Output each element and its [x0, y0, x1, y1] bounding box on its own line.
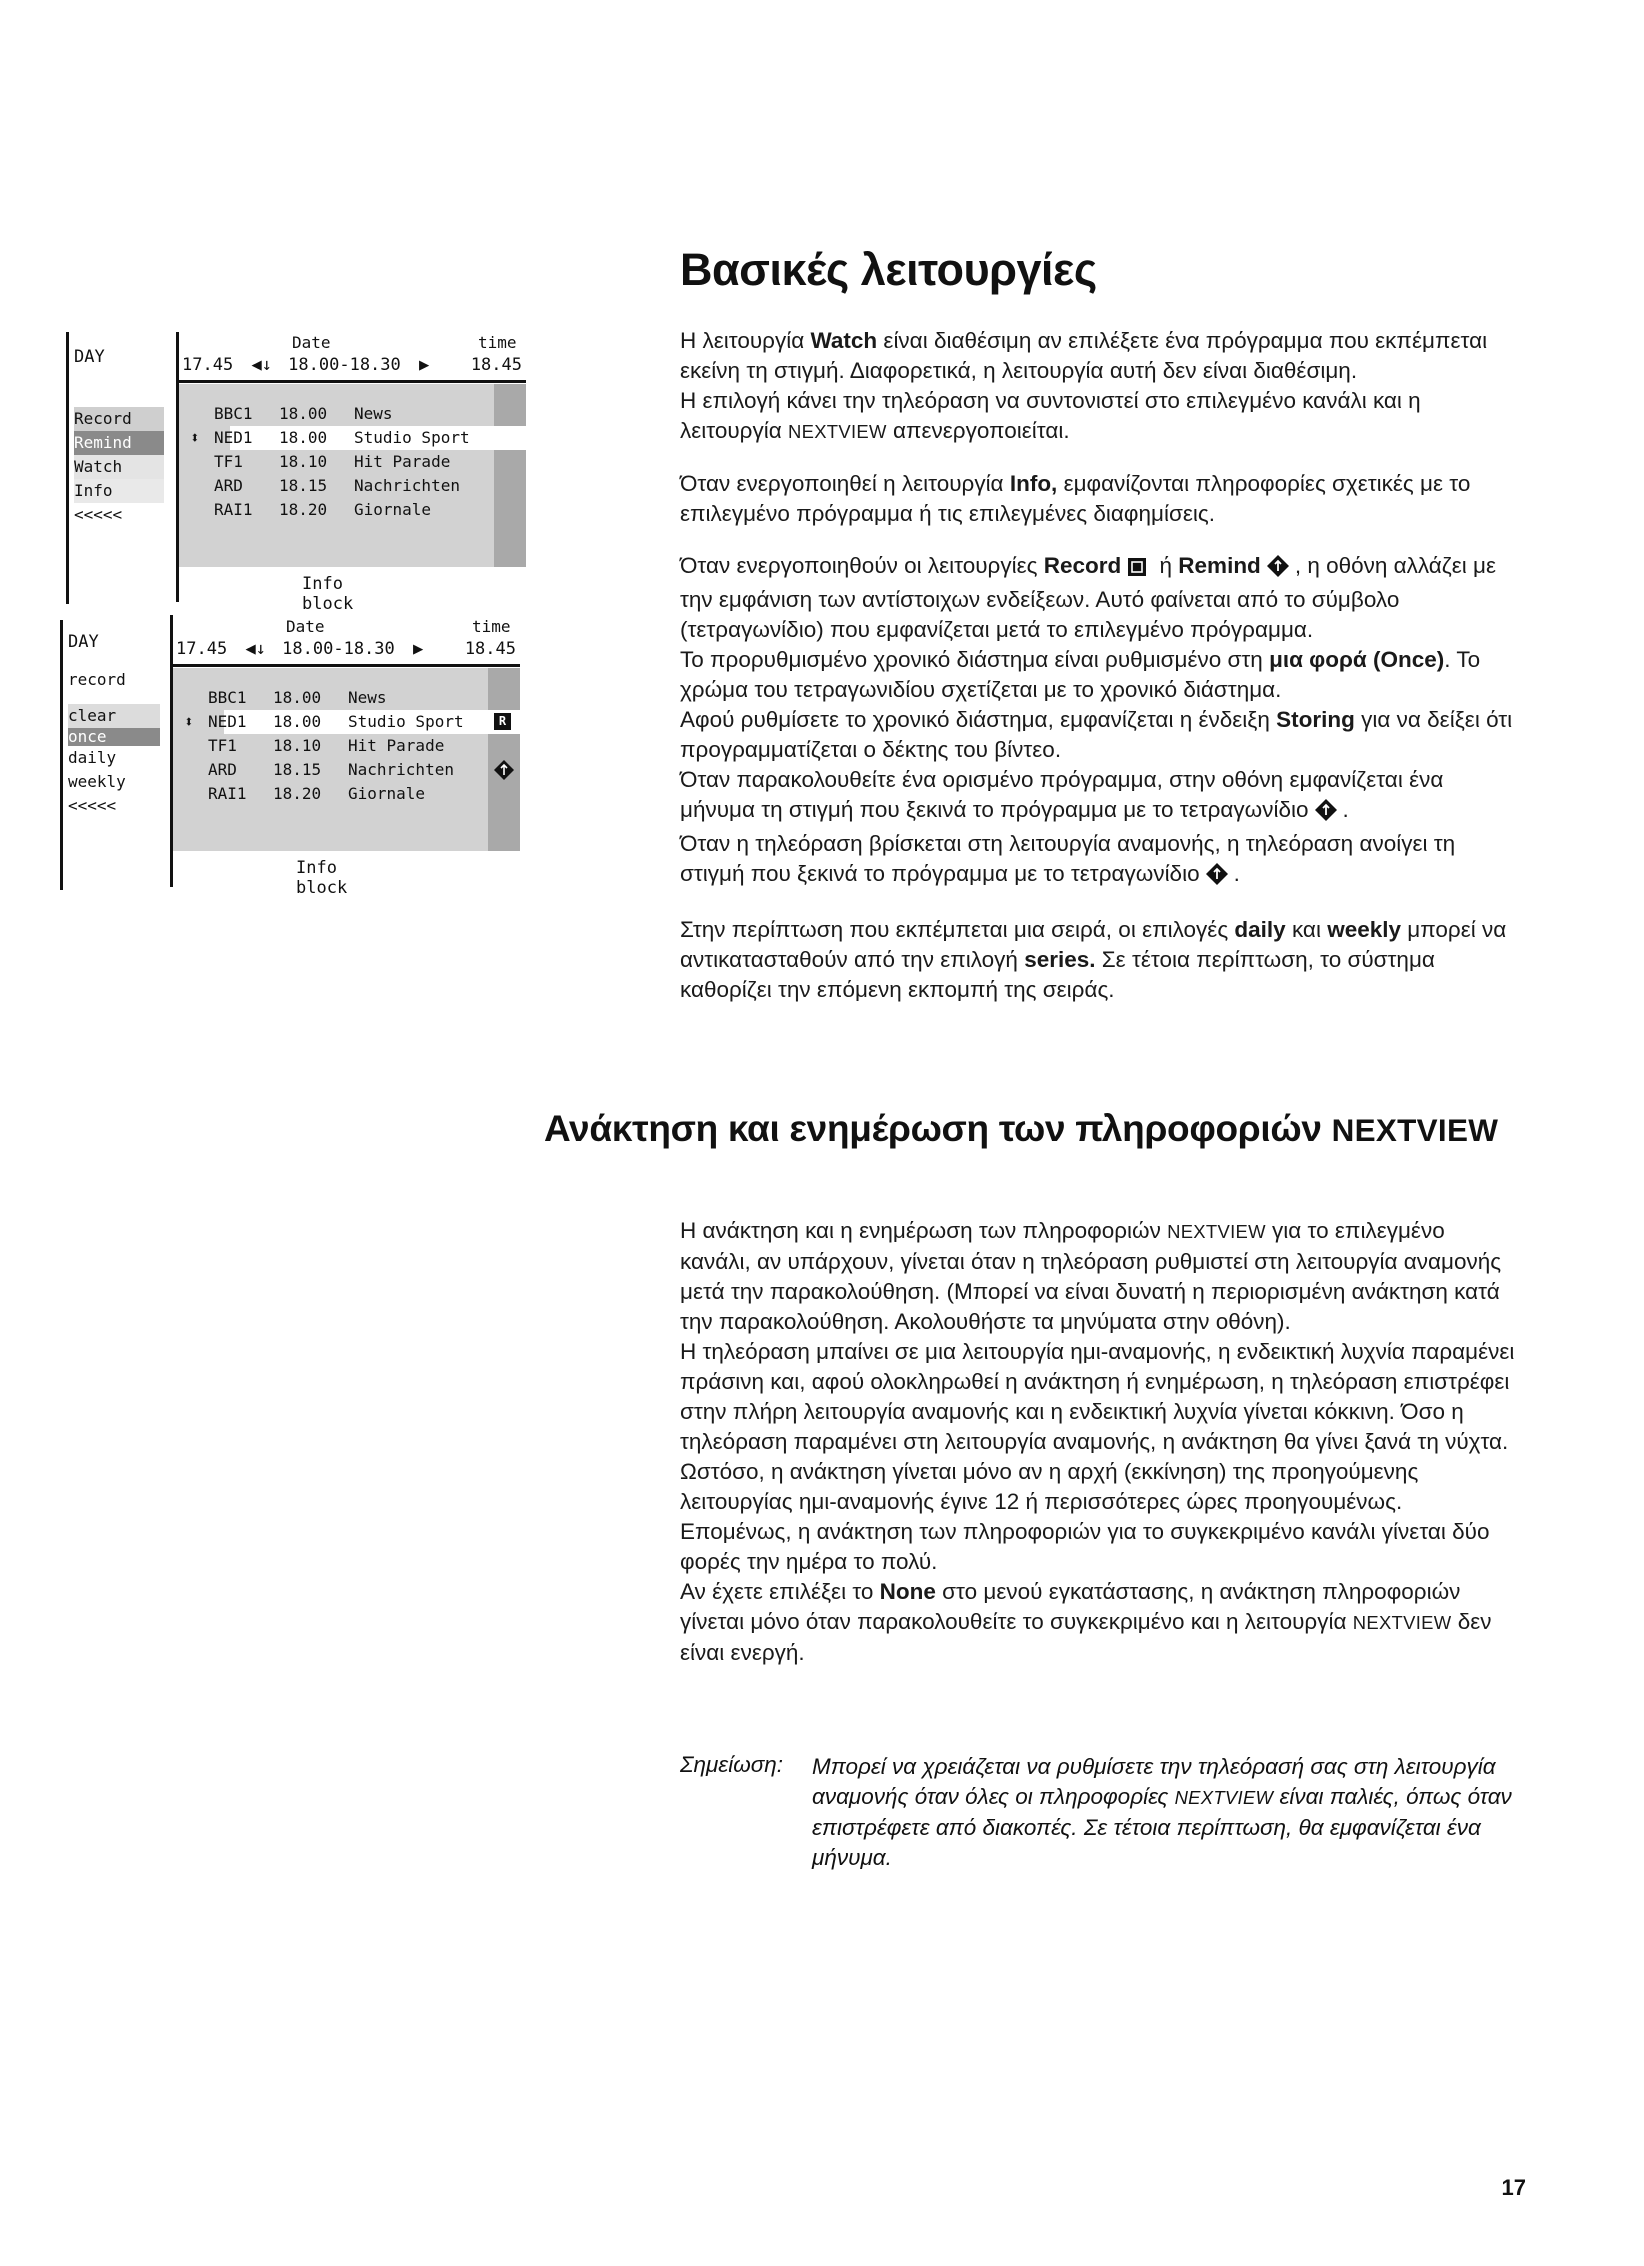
list-item[interactable]: BBC1 18.00 News	[214, 404, 393, 423]
time-range: 18.00-18.30	[282, 639, 395, 659]
time-nav-row[interactable]	[182, 355, 522, 375]
nav-arrows-icon[interactable]: ◀↓	[251, 355, 272, 375]
list-item-selected[interactable]: ⬍ NED1 18.00 Studio Sport	[184, 426, 484, 450]
menu-item-once[interactable]: once	[68, 728, 160, 746]
section1-body	[680, 326, 1520, 1005]
programme-list	[184, 402, 484, 522]
repeat-menu[interactable]	[68, 668, 160, 818]
list-item[interactable]: RAI1 18.20 Giornale	[208, 784, 426, 803]
paragraph-retrieval: Η ανάκτηση και η ενημέρωση των πληροφοριών NEXTVIEW για το επιλεγμένο κανάλι, αν υπάρχουν, γίνεται όταν η τηλεόραση ρυθμιστεί στη λειτουργία αναμονής μετά την παρακολούθηση. (Μπορεί να είναι δυνατή η περιορισμένη ανάκτηση κατά την παρακολούθηση. Ακολουθήστε τα μηνύματα στην οθόνη). Η τηλεόραση μπαίνει σε μια λειτουργία ημι-αναμονής, η ενδεικτική λυχνία παραμένει πράσινη και, αφού ολοκληρωθεί η ανάκτηση ή ενημέρωση, η τηλεόραση επιστρέφει στην πλήρη λειτουργία αναμονής και η ενδεικτική λυχνία γίνεται κόκκινη. Όσο η τηλεόραση παραμένει στη λειτουργία αναμονής, η ανάκτηση θα γίνει ξανά τη νύχτα. Ωστόσο, η ανάκτηση γίνεται μόνο αν η αρχή (εκκίνηση) της προηγούμενης λειτουργίας ημι-αναμονής έγινε 12 ή περισσότερες ώρες προηγουμένως. Επομένως, η ανάκτηση των πληροφοριών για το συγκεκριμένο κανάλι γίνεται δύο φορές την ημέρα το πολύ. Αν έχετε επιλέξει το None στο μενού εγκατάστασης, η ανάκτηση πληροφοριών γίνεται μόνο όταν παρακολουθείτε το συγκεκριμένο και η λειτουργία NEXTVIEW δεν είναι ενεργή.	[680, 1218, 1515, 1665]
menu-item-record[interactable]: record	[68, 670, 126, 689]
day-label-area	[74, 345, 105, 369]
paragraph-record-remind: Όταν ενεργοποιηθούν οι λειτουργίες Record ή Remind , η οθόνη αλλάζει με την εμφάνιση των αντίστοιχων ενδείξεων. Αυτό φαίνεται από το σύμβολο (τετραγωνίδιο) που εμφανίζεται μετά το επιλεγμένο πρόγραμμα. Το προρυθμισμένο χρονικό διάστημα είναι ρυθμισμένο στη μια φορά (Once). Το χρώμα του τετραγωνιδίου σχετίζεται με το χρονικό διάστημα. Αφού ρυθμίσετε το χρονικό διάστημα, εμφανίζεται η ένδειξη Storing για να δείξει ότι προγραμματίζεται ο δέκτης του βίντεο. Όταν παρακολουθείτε ένα ορισμένο πρόγραμμα, στην οθόνη εμφανίζεται ένα μήνυμα τη στιγμή που ξεκινά το πρόγραμμα με το τετραγωνίδιο . Όταν η τηλεόραση βρίσκεται στη λειτουργία αναμονής, η τηλεόραση ανοίγει τη στιγμή που ξεκινά το πρόγραμμα με το τετραγωνίδιο .	[680, 551, 1520, 893]
info-block: Info block	[302, 574, 354, 614]
info-block: Info block	[296, 858, 348, 898]
record-square-icon	[1127, 555, 1147, 585]
menu-item-daily[interactable]: daily	[68, 748, 117, 767]
time-right: 18.45	[470, 355, 522, 375]
updown-icon: ⬍	[190, 428, 200, 447]
header-divider	[172, 664, 520, 667]
time-left: 17.45	[176, 639, 228, 659]
page-number: 17	[1501, 2175, 1526, 2200]
time-right: 18.45	[464, 639, 516, 659]
menu-item-back[interactable]: <<<<<	[68, 796, 117, 815]
programme-list	[178, 686, 518, 806]
record-mark-icon: R	[494, 713, 511, 730]
note-label: Σημείωση:	[680, 1752, 784, 1777]
section-title-retrieval: Ανάκτηση και ενημέρωση των πληροφοριών NEXTVIEW	[544, 1108, 1499, 1149]
scrollbar[interactable]	[494, 384, 526, 567]
remind-diamond-icon	[1267, 555, 1289, 585]
section2-body	[680, 1216, 1520, 1668]
time-left: 17.45	[182, 355, 234, 375]
remind-diamond-icon	[1206, 863, 1228, 893]
header-date: Date	[292, 333, 331, 352]
menu-item-clear[interactable]: clear	[68, 704, 160, 728]
paragraph-series: Στην περίπτωση που εκπέμπεται μια σειρά, οι επιλογές daily και weekly μπορεί να αντικατασταθούν από την επιλογή series. Σε τέτοια περίπτωση, το σύστημα καθορίζει την επόμενη εκπομπή της σειράς.	[680, 917, 1507, 1002]
list-item[interactable]: ARD 18.15 Nachrichten	[178, 758, 518, 782]
menu-item-record[interactable]: Record	[74, 407, 164, 431]
day-label: DAY	[74, 347, 105, 367]
updown-icon: ⬍	[184, 712, 194, 731]
note-text: Μπορεί να χρειάζεται να ρυθμίσετε την τηλεόρασή σας στη λειτουργία αναμονής όταν όλες οι πληροφορίες NEXTVIEW είναι παλιές, όπως όταν επιστρέφετε από διακοπές. Σε τέτοια περίπτωση, θα εμφανίζεται ένα μήνυμα.	[812, 1754, 1512, 1870]
header-time: time	[478, 333, 517, 352]
time-nav-row[interactable]	[176, 639, 516, 659]
day-label-area	[68, 630, 99, 654]
nav-right-icon[interactable]: ▶	[419, 355, 430, 375]
list-item[interactable]: TF1 18.10 Hit Parade	[208, 736, 445, 755]
header-time: time	[472, 617, 511, 636]
menu-item-back[interactable]: <<<<<	[74, 505, 123, 524]
paragraph-info: Όταν ενεργοποιηθεί η λειτουργία Info, εμφανίζονται πληροφορίες σχετικές με το επιλεγμένο πρόγραμμα ή τις επιλεγμένες διαφημίσεις.	[680, 471, 1471, 526]
list-item[interactable]: TF1 18.10 Hit Parade	[214, 452, 451, 471]
day-label: DAY	[68, 632, 99, 652]
nav-right-icon[interactable]: ▶	[413, 639, 424, 659]
header-date: Date	[286, 617, 325, 636]
header-divider	[178, 380, 526, 383]
menu-item-info[interactable]: Info	[74, 479, 164, 503]
menu-item-watch[interactable]: Watch	[74, 455, 164, 479]
remind-diamond-icon	[1315, 799, 1337, 829]
list-item[interactable]: BBC1 18.00 News	[208, 688, 387, 707]
menu-item-remind[interactable]: Remind	[74, 431, 164, 455]
menu-item-weekly[interactable]: weekly	[68, 772, 126, 791]
list-item-selected[interactable]: ⬍ NED1 18.00 Studio Sport R	[178, 710, 518, 734]
paragraph-watch: Η λειτουργία Watch είναι διαθέσιμη αν επιλέξετε ένα πρόγραμμα που εκπέμπεται εκείνη τη στιγμή. Διαφορετικά, η λειτουργία αυτή δεν είναι διαθέσιμη. Η επιλογή κάνει την τηλεόραση να συντονιστεί στο επιλεγμένο κανάλι και η λειτουργία NEXTVIEW απενεργοποιείται.	[680, 328, 1488, 443]
action-menu[interactable]	[74, 407, 164, 527]
screen-border	[66, 332, 69, 604]
list-item[interactable]: ARD 18.15 Nachrichten	[214, 476, 460, 495]
time-range: 18.00-18.30	[288, 355, 401, 375]
screen-border	[60, 620, 63, 890]
nav-arrows-icon[interactable]: ◀↓	[245, 639, 266, 659]
section-title-basic-functions: Βασικές λειτουργίες	[680, 244, 1097, 295]
list-item[interactable]: RAI1 18.20 Giornale	[214, 500, 432, 519]
